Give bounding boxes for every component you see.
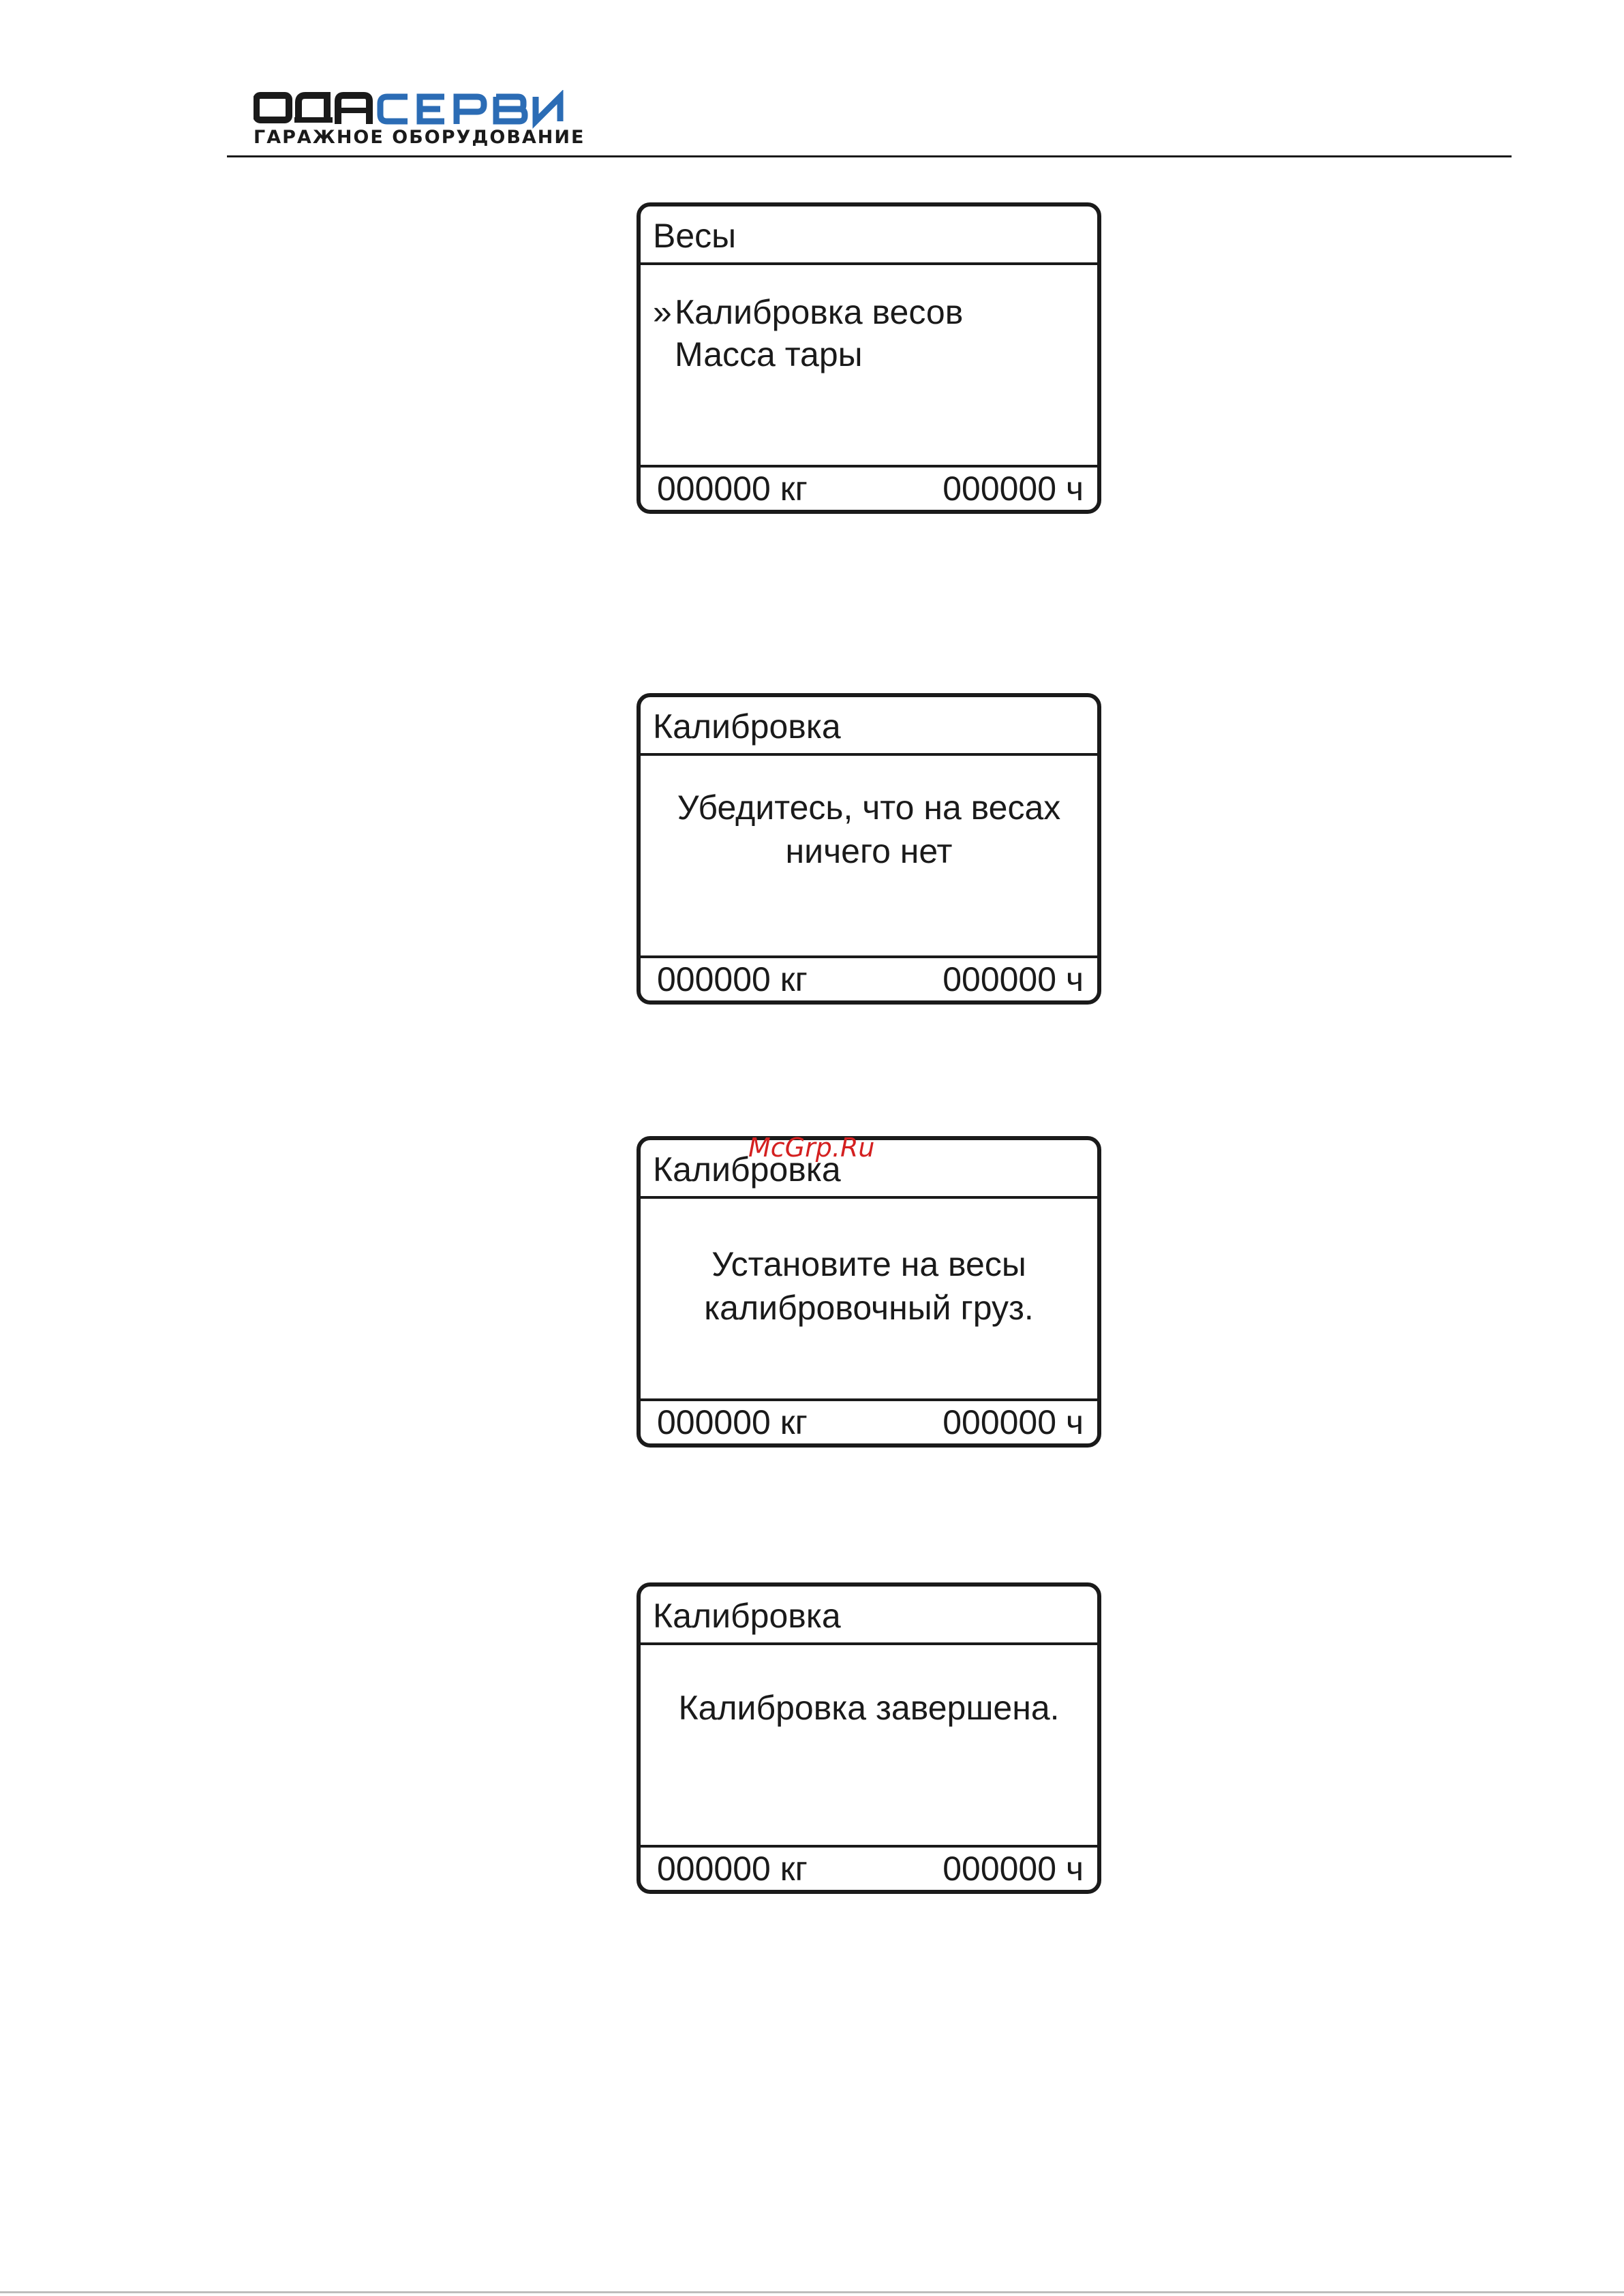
menu-item-scale-calibration[interactable] (653, 291, 1097, 333)
message-line: калибровочный груз. (704, 1289, 1034, 1327)
screen-title: Калибровка (641, 697, 1097, 756)
screen-title: Калибровка (641, 1587, 1097, 1645)
status-bar (641, 1398, 1097, 1443)
page-bottom-edge (0, 2291, 1624, 2293)
weight-readout: 000000 кг (657, 1850, 808, 1888)
menu-item-label: Калибровка весов (675, 293, 964, 331)
display-screen-calibration-load (637, 1136, 1101, 1448)
display-screen-calibration-empty (637, 693, 1101, 1005)
hours-readout: 000000 ч (943, 1850, 1084, 1888)
screen-title: Калибровка (641, 1140, 1097, 1199)
display-screen-calibration-done (637, 1582, 1101, 1894)
weight-readout: 000000 кг (657, 960, 808, 998)
weight-readout: 000000 кг (657, 1403, 808, 1441)
header-divider (227, 155, 1512, 157)
menu-item-label: Масса тары (675, 335, 863, 373)
screen-title: Весы (641, 206, 1097, 265)
screen-message (641, 756, 1097, 949)
weight-readout: 000000 кг (657, 470, 808, 508)
watermark-text: McGrp.Ru (748, 1133, 875, 1163)
selection-marker: » (653, 293, 672, 331)
display-screen-scales-menu (637, 202, 1101, 514)
message-line: Убедитесь, что на весах (677, 789, 1061, 827)
hours-readout: 000000 ч (943, 1403, 1084, 1441)
hours-readout: 000000 ч (943, 960, 1084, 998)
menu-item-tare-mass[interactable] (653, 333, 1097, 376)
message-line: ничего нет (785, 832, 953, 870)
screen-message (641, 1645, 1097, 1838)
logo-subtitle: ГАРАЖНОЕ ОБОРУДОВАНИЕ (254, 127, 585, 148)
message-line: Установите на весы (711, 1245, 1026, 1283)
status-bar (641, 1845, 1097, 1890)
message-line: Калибровка завершена. (678, 1689, 1060, 1727)
status-bar (641, 955, 1097, 1000)
hours-readout: 000000 ч (943, 470, 1084, 508)
menu-list (641, 265, 1097, 458)
screen-message (641, 1199, 1097, 1392)
status-bar (641, 465, 1097, 510)
